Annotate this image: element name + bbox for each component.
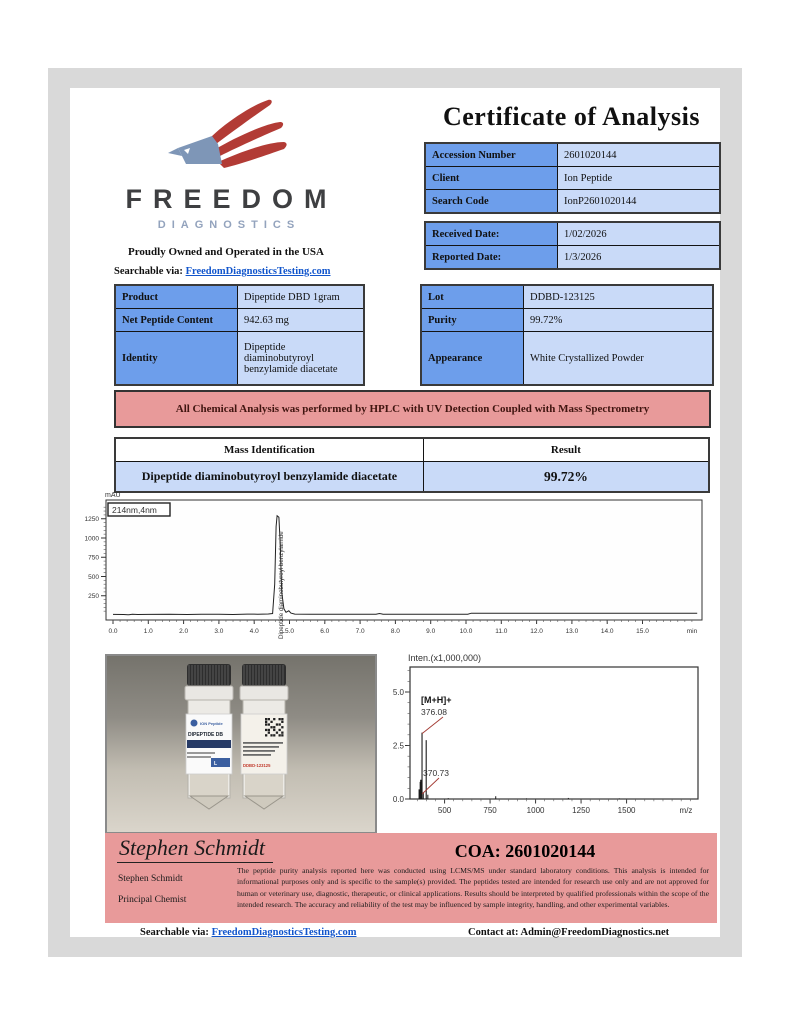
svg-text:370.73: 370.73 [423, 768, 449, 778]
vial-label-back [241, 714, 287, 774]
svg-text:9.0: 9.0 [426, 628, 436, 635]
row-label: Reported Date: [426, 246, 558, 268]
hplc-chromatogram-svg [85, 488, 710, 648]
row-label: Net Peptide Content [116, 309, 238, 331]
svg-text:750: 750 [483, 806, 497, 815]
brand-tagline: Proudly Owned and Operated in the USA [128, 246, 324, 258]
table-row [426, 144, 719, 167]
svg-text:500: 500 [88, 573, 99, 581]
column-header: Mass Identification [116, 439, 424, 461]
svg-text:5.0: 5.0 [393, 687, 404, 697]
svg-text:2.5: 2.5 [393, 741, 404, 751]
svg-text:376.08: 376.08 [421, 707, 447, 717]
svg-text:750: 750 [88, 554, 99, 562]
svg-text:Inten.(x1,000,000): Inten.(x1,000,000) [408, 653, 482, 663]
signature-script: Stephen Schmidt [117, 835, 273, 863]
svg-text:14.0: 14.0 [600, 628, 614, 635]
searchable-line-footer [140, 927, 357, 938]
svg-text:1000: 1000 [85, 535, 99, 543]
product-table [114, 284, 365, 386]
table-row [422, 309, 712, 332]
svg-text:13.0: 13.0 [565, 628, 579, 635]
table-header-row [116, 439, 708, 462]
svg-text:1250: 1250 [85, 516, 99, 524]
row-value: 942.63 mg [238, 309, 363, 331]
svg-text:7.0: 7.0 [355, 628, 365, 635]
row-value: Dipeptide diaminobutyroyl benzylamide diacetate [238, 332, 363, 384]
row-label: Appearance [422, 332, 524, 384]
table-row [422, 332, 712, 384]
table-row [426, 167, 719, 190]
row-label: Client [426, 167, 558, 189]
svg-text:mAU: mAU [105, 492, 121, 499]
searchable-line-top [114, 266, 331, 277]
svg-text:214nm,4nm: 214nm,4nm [112, 505, 157, 515]
table-row [426, 190, 719, 212]
svg-text:2.0: 2.0 [179, 628, 189, 635]
svg-text:11.0: 11.0 [495, 628, 508, 635]
accession-table [424, 142, 721, 214]
svg-text:10.0: 10.0 [459, 628, 473, 635]
svg-text:L: L [214, 761, 218, 767]
row-value: 99.72% [424, 462, 708, 491]
svg-text:DIPEPTIDE DB: DIPEPTIDE DB [188, 732, 224, 738]
searchable-link[interactable]: FreedomDiagnosticsTesting.com [211, 927, 357, 938]
vial [185, 664, 233, 809]
row-label: Received Date: [426, 223, 558, 245]
row-value: DDBD-123125 [524, 286, 712, 308]
row-value: IonP2601020144 [558, 190, 719, 212]
svg-text:4.0: 4.0 [249, 628, 259, 635]
svg-text:6.0: 6.0 [320, 628, 330, 635]
column-header: Result [424, 439, 708, 461]
signature-block [105, 833, 717, 923]
freedom-eagle-logo-icon [158, 94, 292, 186]
row-value: 2601020144 [558, 144, 719, 166]
mass-spectrum-chart [393, 650, 715, 825]
row-value: 99.72% [524, 309, 712, 331]
table-row [116, 332, 363, 384]
row-label: Product [116, 286, 238, 308]
brand-subtitle: DIAGNOSTICS [157, 219, 301, 231]
row-label: Search Code [426, 190, 558, 212]
svg-text:0.0: 0.0 [393, 794, 404, 804]
mass-identification-table [114, 437, 710, 493]
svg-text:12.0: 12.0 [530, 628, 543, 635]
vial-label-front [186, 714, 232, 774]
row-value: Dipeptide DBD 1gram [238, 286, 363, 308]
svg-text:15.0: 15.0 [636, 628, 649, 635]
svg-text:1500: 1500 [617, 806, 636, 815]
signer-title: Principal Chemist [118, 895, 187, 905]
table-row [116, 286, 363, 309]
row-value: Dipeptide diaminobutyroyl benzylamide diacetate [116, 462, 424, 491]
lot-table [420, 284, 714, 386]
table-row [116, 462, 708, 491]
table-row [426, 246, 719, 268]
brand-name: FREEDOM [125, 184, 338, 214]
row-value: Ion Peptide [558, 167, 719, 189]
row-label: Accession Number [426, 144, 558, 166]
svg-text:m/z: m/z [679, 806, 693, 815]
row-label: Identity [116, 332, 238, 384]
vial-photo-svg [107, 656, 375, 832]
row-label: Lot [422, 286, 524, 308]
svg-text:DDBD-123125: DDBD-123125 [243, 763, 271, 768]
row-value: 1/3/2026 [558, 246, 719, 268]
searchable-label: Searchable via: [140, 927, 209, 938]
vial [240, 664, 288, 809]
svg-text:500: 500 [437, 806, 452, 815]
svg-text:1.0: 1.0 [143, 628, 153, 635]
svg-text:5.0: 5.0 [284, 628, 295, 635]
analysis-method-banner: All Chemical Analysis was performed by HPLC with UV Detection Coupled with Mass Spectrometry [114, 390, 711, 428]
searchable-link[interactable]: FreedomDiagnosticsTesting.com [185, 266, 331, 277]
disclaimer-text: The peptide purity analysis reported here was conducted using LCMS/MS under standard laboratory conditions. This analysis is intended for informational purposes only and is specific to the sample(s) provided. The peptides tested are intended for research use only and are not approved for human or veterinary use, diagnostic, therapeutic, or clinical applications. Results should be interpreted by qualified professionals within the scope of the intended research. The accuracy and reliability of the test may be influenced by sample integrity, handling, and other experimental variables. [237, 866, 709, 910]
svg-text:ION Peptide: ION Peptide [200, 721, 223, 726]
table-row [426, 223, 719, 246]
table-row [422, 286, 712, 309]
contact-line: Contact at: Admin@FreedomDiagnostics.net [468, 927, 670, 938]
peak-label: Dipeptide diaminobutyroyl benzylamide [278, 531, 286, 639]
svg-text:250: 250 [88, 593, 99, 601]
svg-text:min: min [686, 628, 698, 635]
row-value: 1/02/2026 [558, 223, 719, 245]
row-value: White Crystallized Powder [524, 332, 712, 384]
svg-text:1250: 1250 [572, 806, 590, 815]
dates-table [424, 221, 721, 270]
svg-text:0.0: 0.0 [108, 628, 118, 635]
table-row [116, 309, 363, 332]
row-label: Purity [422, 309, 524, 331]
hplc-chromatogram-chart [85, 488, 710, 648]
svg-text:[M+H]+: [M+H]+ [421, 695, 452, 705]
mass-spectrum-svg [393, 650, 715, 825]
searchable-label: Searchable via: [114, 266, 183, 277]
product-vial-photo [105, 654, 377, 834]
svg-text:1000: 1000 [526, 806, 545, 815]
svg-text:3.0: 3.0 [214, 628, 224, 635]
signer-name: Stephen Schmidt [118, 874, 183, 884]
coa-number: COA: 2601020144 [454, 841, 596, 861]
svg-text:8.0: 8.0 [390, 628, 400, 635]
page-title: Certificate of Analysis [442, 102, 700, 131]
